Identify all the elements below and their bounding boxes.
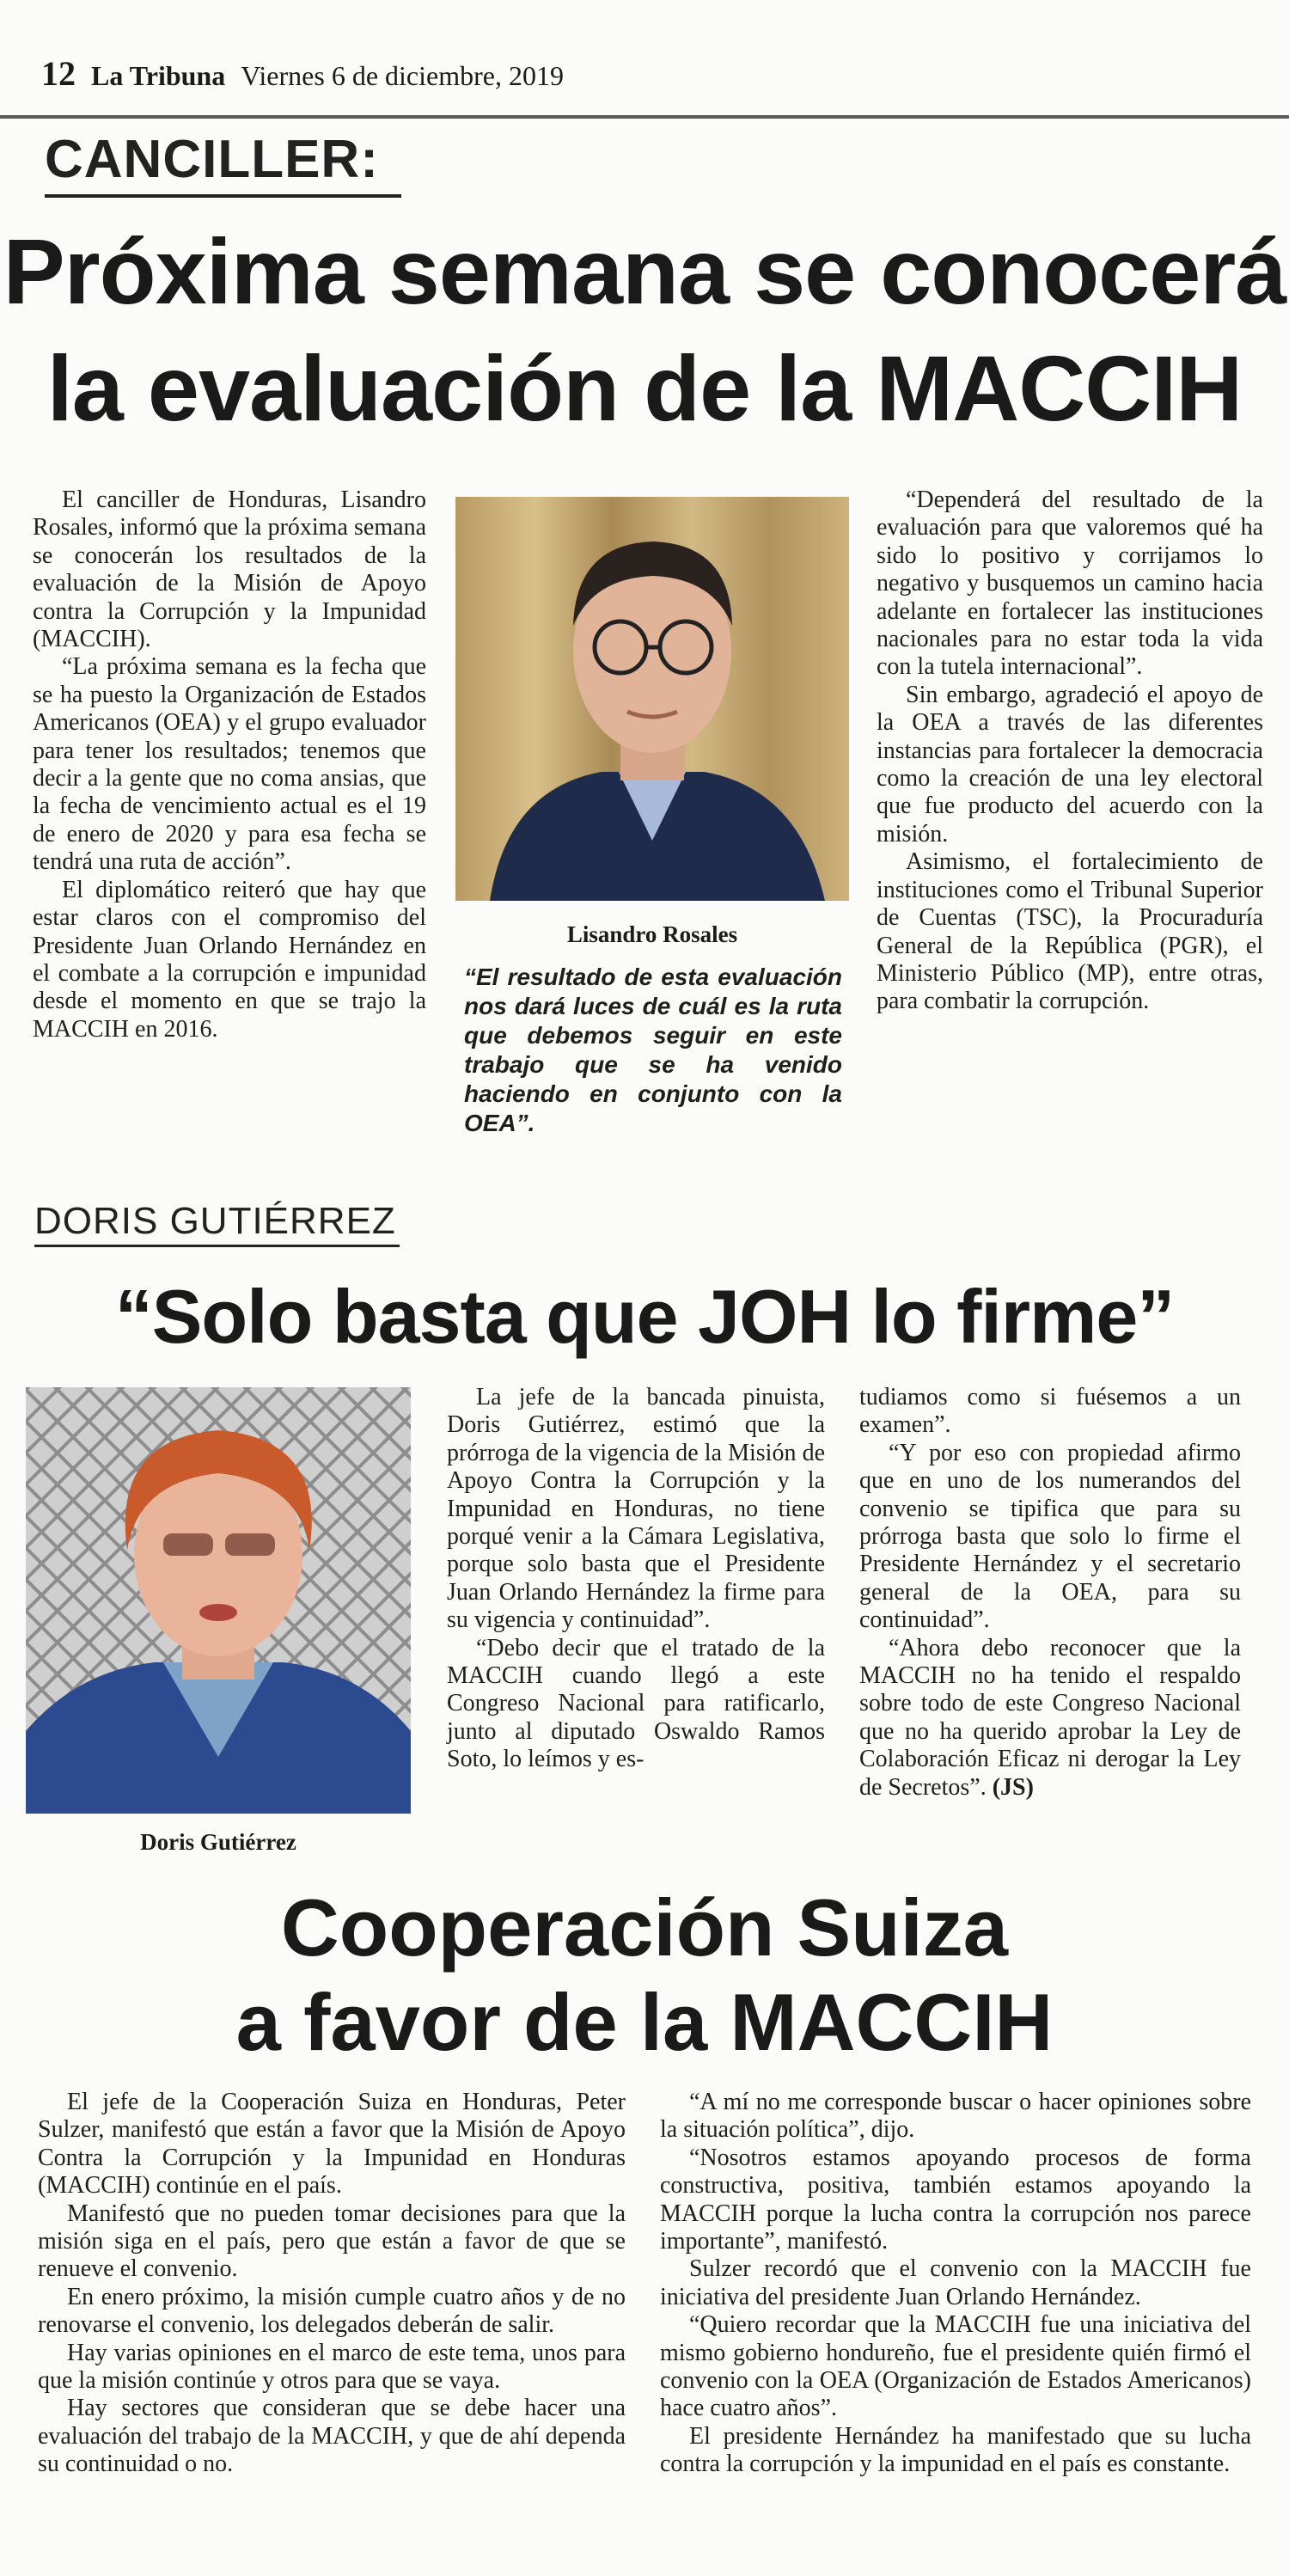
story1-kicker-underline [45,194,401,198]
story2-column-1 [447,1384,825,1774]
paragraph: Asimismo, el fortalecimiento de instituciones como el Tribunal Superior de Cuentas (TSC), la Procuraduría General de la República (PGR), el Ministerio Público (MP), entre otras, para combatir la corrupción. [877,848,1263,1015]
paragraph: “Dependerá del resultado de la evaluación para que valoremos qué ha sido lo positivo y corrijamos lo negativo y busquemos un camino hacia adelante en fortalecer las instituciones nacionales para no estar toda la vida con la tutela internacional”. [877,486,1263,681]
doris-gutierrez-photo [26,1387,411,1814]
story2-headline: “Solo basta que JOH lo firme” [114,1274,1175,1359]
paragraph: El jefe de la Cooperación Suiza en Honduras, Peter Sulzer, manifestó que están a favor que la Misión de Apoyo Contra la Corrupción y la Impunidad en Honduras (MACCIH) continúe en el país. [38,2089,626,2200]
paragraph: Sulzer recordó que el convenio con la MACCIH fue iniciativa del presidente Juan Orlando Hernández. [660,2255,1251,2310]
story3-headline-line2: a favor de la MACCIH [235,1977,1054,2067]
paragraph: El canciller de Honduras, Lisandro Rosales, informó que la próxima semana se conocerán los resultados de la evaluación de la Misión de Apoyo contra la Corrupción y la Impunidad (MACCIH). [33,486,426,653]
paragraph: Sin embargo, agradeció el apoyo de la OEA a través de las diferentes instancias para fortalecer la democracia como la creación de una ley electoral que fue producto del acuerdo con la misión. [877,681,1263,847]
issue-date: Viernes 6 de diciembre, 2019 [241,60,564,91]
masthead-rule [0,115,1289,119]
paragraph: En enero próximo, la misión cumple cuatro años y de no renovarse el convenio, los delegados deberán de salir. [38,2283,626,2339]
paper-name: La Tribuna [91,60,226,91]
story1-column-1 [33,486,426,1043]
author-signature: (JS) [986,1773,1034,1801]
story3-column-2 [660,2089,1251,2479]
paragraph: “Ahora debo reconocer que la MACCIH no ha tenido el respaldo sobre todo de este Congreso Nacional que no ha querido aprobar la Ley de Colaboración Eficaz ni derogar la Ley de Secretos”. (JS) [859,1634,1241,1801]
story2-kicker: DORIS GUTIÉRREZ [34,1200,396,1242]
portrait-man-illustration [455,497,849,901]
story3-headline-line1: Cooperación Suiza [280,1882,1009,1973]
lisandro-rosales-photo [455,497,849,901]
paragraph: Manifestó que no pueden tomar decisiones para que la misión siga en el país, pero que están a favor de que se renueve el convenio. [38,2200,626,2283]
masthead [41,53,1270,94]
paragraph: El presidente Hernández ha manifestado que su lucha contra la corrupción y la impunidad en el país es constante. [660,2422,1251,2478]
story1-column-3 [877,486,1263,1016]
paragraph: Hay varias opiniones en el marco de este tema, unos para que la misión continúe y otros para que se vaya. [38,2339,626,2395]
paragraph: “Nosotros estamos apoyando procesos de forma constructiva, positiva, también estamos apoyando la MACCIH porque la lucha contra la corrupción nos parece importante”, manifestó. [660,2144,1251,2255]
story3-column-1 [38,2089,626,2479]
lisandro-rosales-caption: Lisandro Rosales [566,921,738,947]
story1-headline-line1: Próxima semana se conocerá [3,219,1286,323]
paragraph: La jefe de la bancada pinuista, Doris Gutiérrez, estimó que la prórroga de la vigencia de la Misión de Apoyo Contra la Corrupción y la Impunidad en Honduras, no tiene porqué venir a la Cámara Legislativa, porque solo basta que el Presidente Juan Orlando Hernández la firme para su vigencia y continuidad”. [447,1384,825,1634]
paragraph: El diplomático reiteró que hay que estar claros con el compromiso del Presidente Juan Orlando Hernández en el combate a la corrupción e impunidad desde el momento en que se trajo la MACCIH en 2016. [33,876,426,1043]
story1-kicker: CANCILLER: [45,130,379,189]
story2-kicker-underline [34,1245,400,1247]
story1-headline-line2: la evaluación de la MACCIH [46,336,1243,440]
paragraph: “Y por eso con propiedad afirmo que en uno de los numerandos del convenio se tipifica que para su prórroga basta que solo lo firme el Presidente Hernández y el secretario general de la OEA, para su continuidad”. [859,1439,1241,1634]
page-number: 12 [41,54,76,93]
story2-column-2 [859,1384,1241,1802]
paragraph: “La próxima semana es la fecha que se ha puesto la Organización de Estados Americanos (OEA) y el grupo evaluador para tener los resultados; tenemos que decir a la gente que no coma ansias, que la fecha de vencimiento actual es el 19 de enero de 2020 y para esa fecha se tendrá una ruta de acción”. [33,653,426,876]
story1-pull-quote: “El resultado de esta evaluación nos dará luces de cuál es la ruta que debemos seguir en este trabajo que se ha venido haciendo en conjunto con la OEA”. [464,964,842,1136]
paragraph: “Debo decir que el tratado de la MACCIH cuando llegó a este Congreso Nacional para ratificarlo, junto al diputado Oswaldo Ramos Soto, lo leímos y es- [447,1634,825,1773]
paragraph: “A mí no me corresponde buscar o hacer opiniones sobre la situación política”, dijo. [660,2089,1251,2144]
paragraph: Hay sectores que consideran que se debe hacer una evaluación del trabajo de la MACCIH, y que de ahí dependa su continuidad o no. [38,2395,626,2478]
paragraph: “Quiero recordar que la MACCIH fue una iniciativa del mismo gobierno hondureño, fue el presidente quién firmó el convenio con la OEA (Organización de Estados Americanos) hace cuatro años”. [660,2311,1251,2422]
paragraph: tudiamos como si fuésemos a un examen”. [859,1384,1241,1439]
portrait-woman-illustration [26,1387,411,1814]
doris-gutierrez-caption: Doris Gutiérrez [140,1829,296,1855]
